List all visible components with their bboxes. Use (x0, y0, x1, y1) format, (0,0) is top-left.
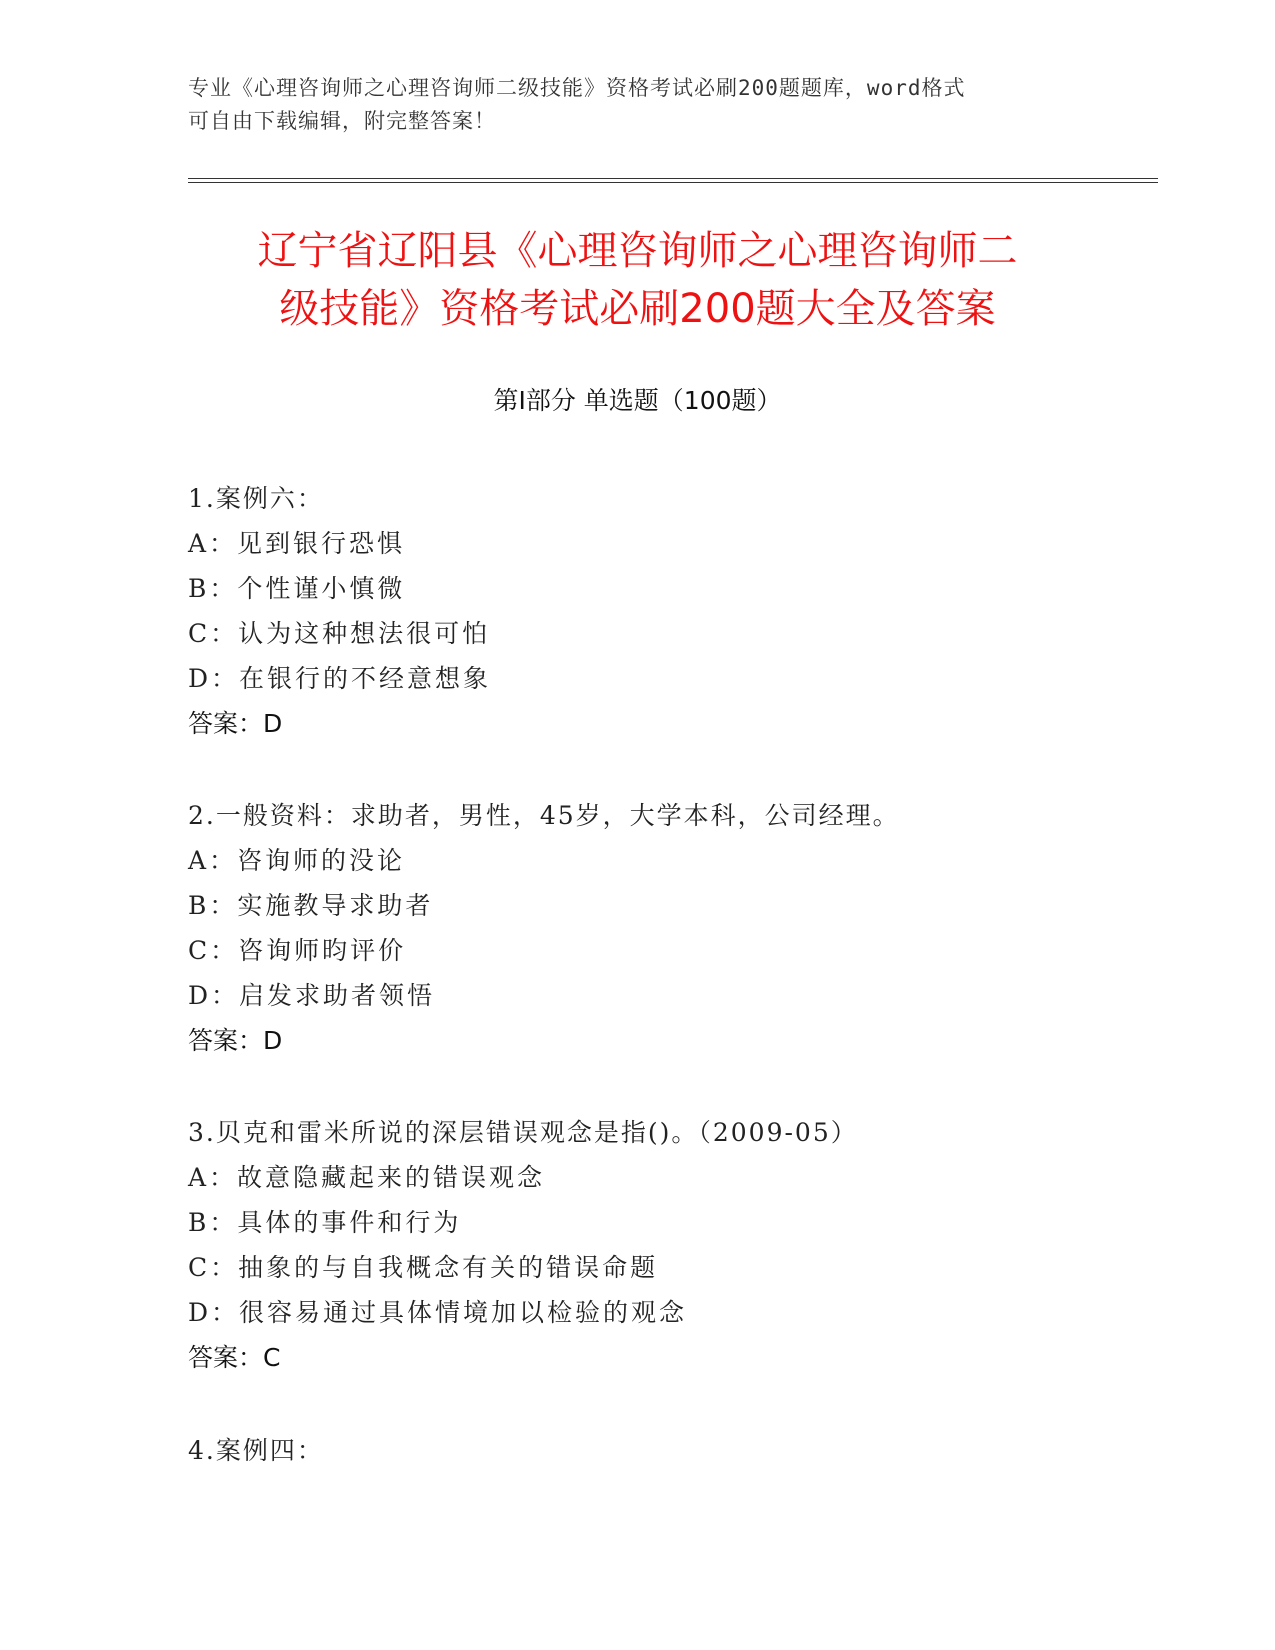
question-stem: 1.案例六： (188, 484, 324, 513)
option-a: A：咨询师的没论 (188, 846, 406, 875)
option-c: C：咨询师昀评价 (188, 936, 407, 965)
document-title-line-1: 辽宁省辽阳县《心理咨询师之心理咨询师二 (257, 228, 1018, 274)
question-stem: 4.案例四： (188, 1436, 324, 1465)
option-a: A：见到银行恐惧 (188, 529, 406, 558)
header-rule-bottom (188, 182, 1158, 183)
option-b: B：个性谨小慎微 (188, 574, 406, 603)
option-d: D：在银行的不经意想象 (188, 664, 492, 693)
question-1 (188, 476, 1138, 746)
section-heading: 第Ⅰ部分 单选题（100题） (493, 386, 782, 415)
answer: 答案：D (188, 709, 283, 738)
question-4 (188, 1428, 1138, 1473)
document-title (150, 222, 1125, 338)
document-title-line-2: 级技能》资格考试必刷200题大全及答案 (279, 286, 996, 332)
option-b: B：具体的事件和行为 (188, 1208, 462, 1237)
answer: 答案：D (188, 1026, 283, 1055)
question-3 (188, 1110, 1138, 1380)
header-rule-top (188, 178, 1158, 179)
option-b: B：实施教导求助者 (188, 891, 434, 920)
option-c: C：抽象的与自我概念有关的错误命题 (188, 1253, 659, 1282)
option-d: D：启发求助者领悟 (188, 981, 436, 1010)
answer: 答案：C (188, 1343, 281, 1372)
header-note (188, 72, 1068, 138)
question-stem: 3.贝克和雷米所说的深层错误观念是指()。（2009-05） (188, 1118, 858, 1147)
option-c: C：认为这种想法很可怕 (188, 619, 491, 648)
question-stem: 2.一般资料：求助者，男性，45岁，大学本科，公司经理。 (188, 801, 900, 830)
option-d: D：很容易通过具体情境加以检验的观念 (188, 1298, 688, 1327)
question-2 (188, 793, 1138, 1063)
option-a: A：故意隐藏起来的错误观念 (188, 1163, 546, 1192)
header-note-line-2: 可自由下载编辑，附完整答案！ (188, 109, 496, 133)
header-note-line-1: 专业《心理咨询师之心理咨询师二级技能》资格考试必刷200题题库，word格式 (188, 76, 966, 100)
